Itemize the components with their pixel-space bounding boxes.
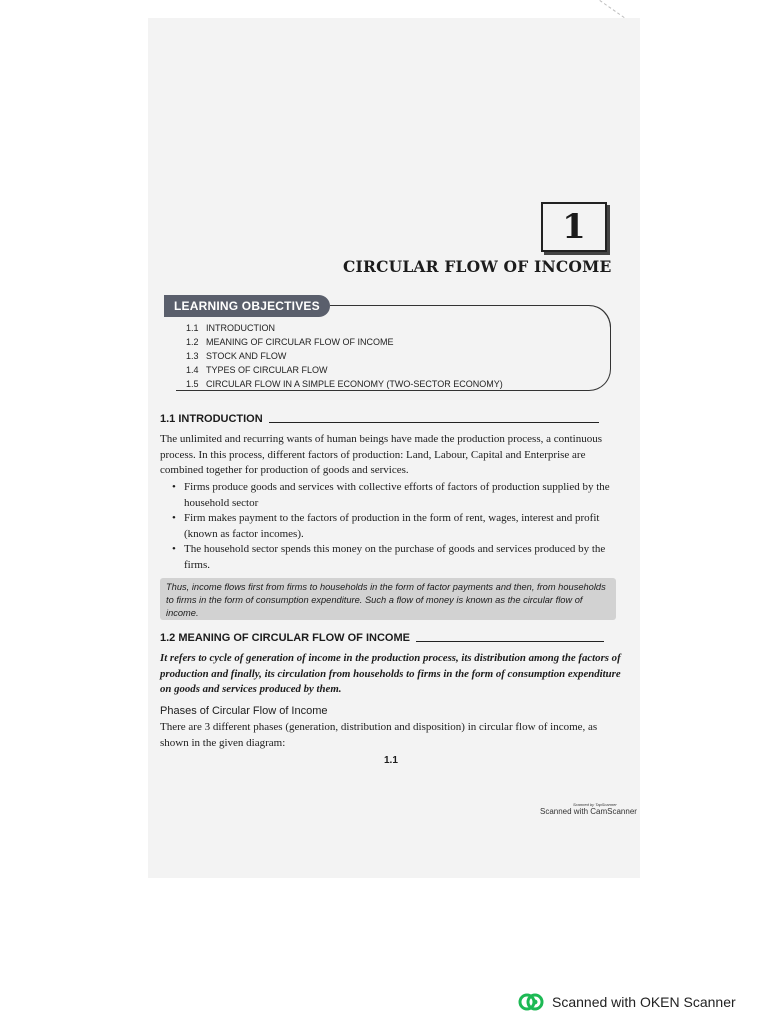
phases-subheading: Phases of Circular Flow of Income (160, 705, 328, 717)
highlight-box: Thus, income flows first from firms to households in the form of factor payments and then, from households to firms in the form of consumption expenditure. Such a flow of money is known as the circular flow of income. (160, 578, 616, 620)
oken-scanner-text: Scanned with OKEN Scanner (552, 994, 736, 1010)
heading-rule (269, 422, 599, 423)
objective-item: 1.2 MEANING OF CIRCULAR FLOW OF INCOME (186, 337, 394, 347)
chapter-number: 1 (562, 207, 586, 247)
bullet-item: • Firms produce goods and services with collective efforts of factors of production supplied by the household sector (172, 480, 620, 511)
objective-item: 1.4 TYPES OF CIRCULAR FLOW (186, 365, 328, 375)
heading-rule (416, 641, 604, 642)
camscanner-watermark: Scanned with CamScanner (540, 807, 637, 816)
figure-label: 1.1 (384, 755, 398, 766)
bullet-item: • Firm makes payment to the factors of production in the form of rent, wages, interest and profit (known as factor incomes). (172, 511, 620, 542)
tapscanner-watermark: Scanned by TapScanner (573, 802, 617, 807)
chapter-title: CIRCULAR FLOW OF INCOME (343, 257, 612, 276)
chapter-number-box (541, 202, 607, 252)
intro-bullet-list (172, 480, 620, 573)
definition-text: It refers to cycle of generation of income in the production process, its distribution among the factors of production and finally, its circulation from households to firms in the form of consumption expenditure on goods and services produced by them. (160, 652, 621, 695)
objective-item: 1.3 STOCK AND FLOW (186, 351, 287, 361)
phases-paragraph: There are 3 different phases (generation, distribution and disposition) in circular flow of income, as shown in the given diagram: (160, 721, 598, 749)
learning-objectives-list (186, 321, 503, 391)
bullet-item: • The household sector spends this money on the purchase of goods and services produced by the firms. (172, 542, 620, 573)
section-1-2-heading: 1.2 MEANING OF CIRCULAR FLOW OF INCOME (160, 632, 604, 644)
objective-item: 1.5 CIRCULAR FLOW IN A SIMPLE ECONOMY (TWO-SECTOR ECONOMY) (186, 379, 503, 389)
section-1-1-heading: 1.1 INTRODUCTION (160, 413, 599, 425)
oken-scanner-badge (518, 992, 736, 1012)
learning-objectives-top-rule (330, 305, 588, 306)
intro-paragraph: The unlimited and recurring wants of human beings have made the production process, a continuous process. In this process, different factors of production: Land, Labour, Capital and Enterprise are combined together for production of goods and services. (160, 433, 603, 476)
objective-item: 1.1 INTRODUCTION (186, 323, 275, 333)
oken-scanner-logo-icon (518, 992, 544, 1012)
learning-objectives-heading: LEARNING OBJECTIVES (164, 295, 330, 317)
